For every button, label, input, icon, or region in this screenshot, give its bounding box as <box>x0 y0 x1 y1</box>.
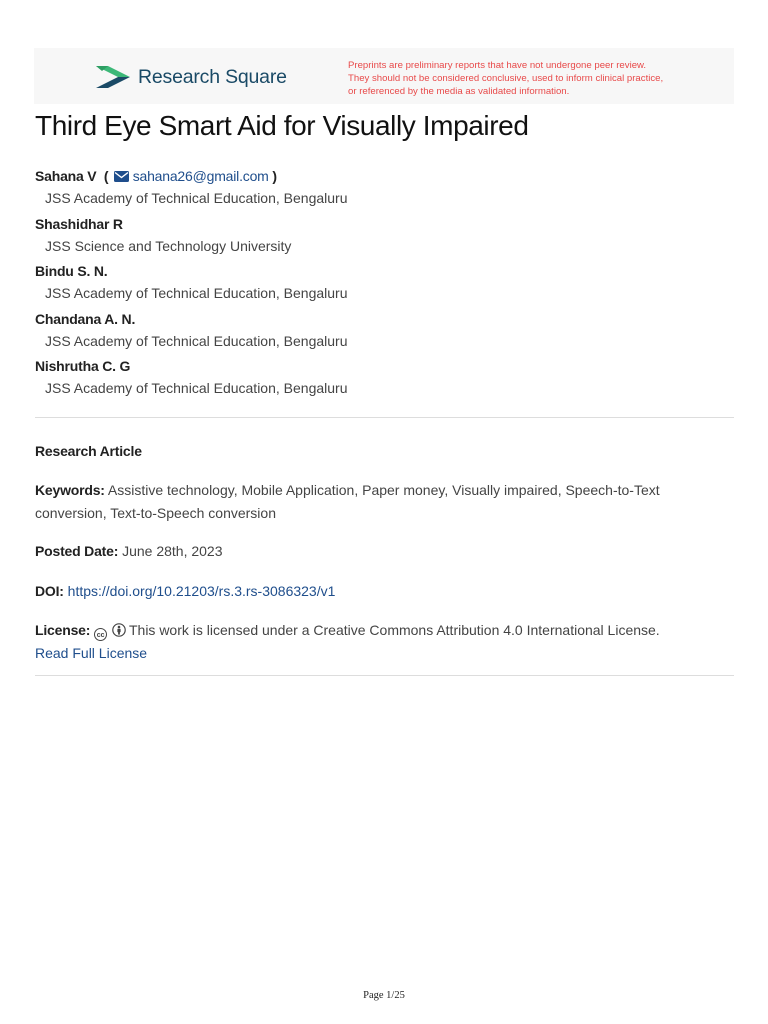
preprint-disclaimer <box>348 59 728 98</box>
author-name: Shashidhar R <box>35 215 123 232</box>
doi-link[interactable]: https://doi.org/10.21203/rs.3.rs-3086323/v1 <box>67 583 336 599</box>
author-list <box>35 166 735 404</box>
author-entry <box>35 214 735 262</box>
posted-date-section <box>35 540 735 563</box>
license-text: This work is licensed under a Creative Commons Attribution 4.0 International License. <box>128 622 660 638</box>
author-name: Nishrutha C. G <box>35 358 131 374</box>
article-type <box>35 440 735 463</box>
posted-date-label: Posted Date: <box>35 543 119 559</box>
author-name: Sahana V <box>35 168 97 184</box>
disclaimer-line: or referenced by the media as validated information. <box>348 86 570 97</box>
author-entry <box>35 166 735 214</box>
author-affiliation: JSS Academy of Technical Education, Bengaluru <box>45 380 348 396</box>
author-email-link[interactable]: sahana26@gmail.com <box>132 168 269 184</box>
research-square-logo[interactable] <box>94 62 287 92</box>
author-name: Chandana A. N. <box>35 310 136 327</box>
email-close-paren: ) <box>272 168 277 184</box>
keywords-label: Keywords: <box>35 482 105 498</box>
attribution-person-icon <box>112 623 126 637</box>
author-entry <box>35 309 735 357</box>
read-full-license-link[interactable]: Read Full License <box>35 645 148 661</box>
section-divider <box>35 675 734 676</box>
doi-section <box>35 580 735 603</box>
brand-name: Research Square <box>138 65 287 88</box>
author-entry <box>35 261 735 309</box>
preprint-banner <box>34 48 734 104</box>
author-entry <box>35 356 735 404</box>
keywords-section <box>35 479 735 525</box>
creative-commons-icon: cc <box>94 628 107 641</box>
section-divider <box>35 417 734 418</box>
author-affiliation: JSS Academy of Technical Education, Bengaluru <box>45 285 348 301</box>
author-name: Bindu S. N. <box>35 263 108 279</box>
license-section <box>35 619 735 665</box>
research-square-logo-icon <box>94 62 132 92</box>
article-type-label: Research Article <box>35 443 142 459</box>
disclaimer-line: They should not be considered conclusive, used to inform clinical practice, <box>348 73 664 84</box>
envelope-icon <box>114 171 129 182</box>
keywords-value: Assistive technology, Mobile Application, Paper money, Visually impaired, Speech-to-Text conversion, Text-to-Speech conversion <box>35 482 660 521</box>
license-label: License: <box>35 622 91 638</box>
disclaimer-line: Preprints are preliminary reports that have not undergone peer review. <box>348 60 647 71</box>
author-affiliation: JSS Science and Technology University <box>45 237 292 254</box>
author-affiliation: JSS Academy of Technical Education, Bengaluru <box>45 190 348 206</box>
paper-title: Third Eye Smart Aid for Visually Impaired <box>35 110 529 141</box>
email-open-paren: ( <box>103 168 109 184</box>
author-affiliation: JSS Academy of Technical Education, Bengaluru <box>45 332 348 349</box>
posted-date-value: June 28th, 2023 <box>122 543 223 559</box>
page-number: Page 1/25 <box>363 990 405 1001</box>
doi-label: DOI: <box>35 583 64 599</box>
